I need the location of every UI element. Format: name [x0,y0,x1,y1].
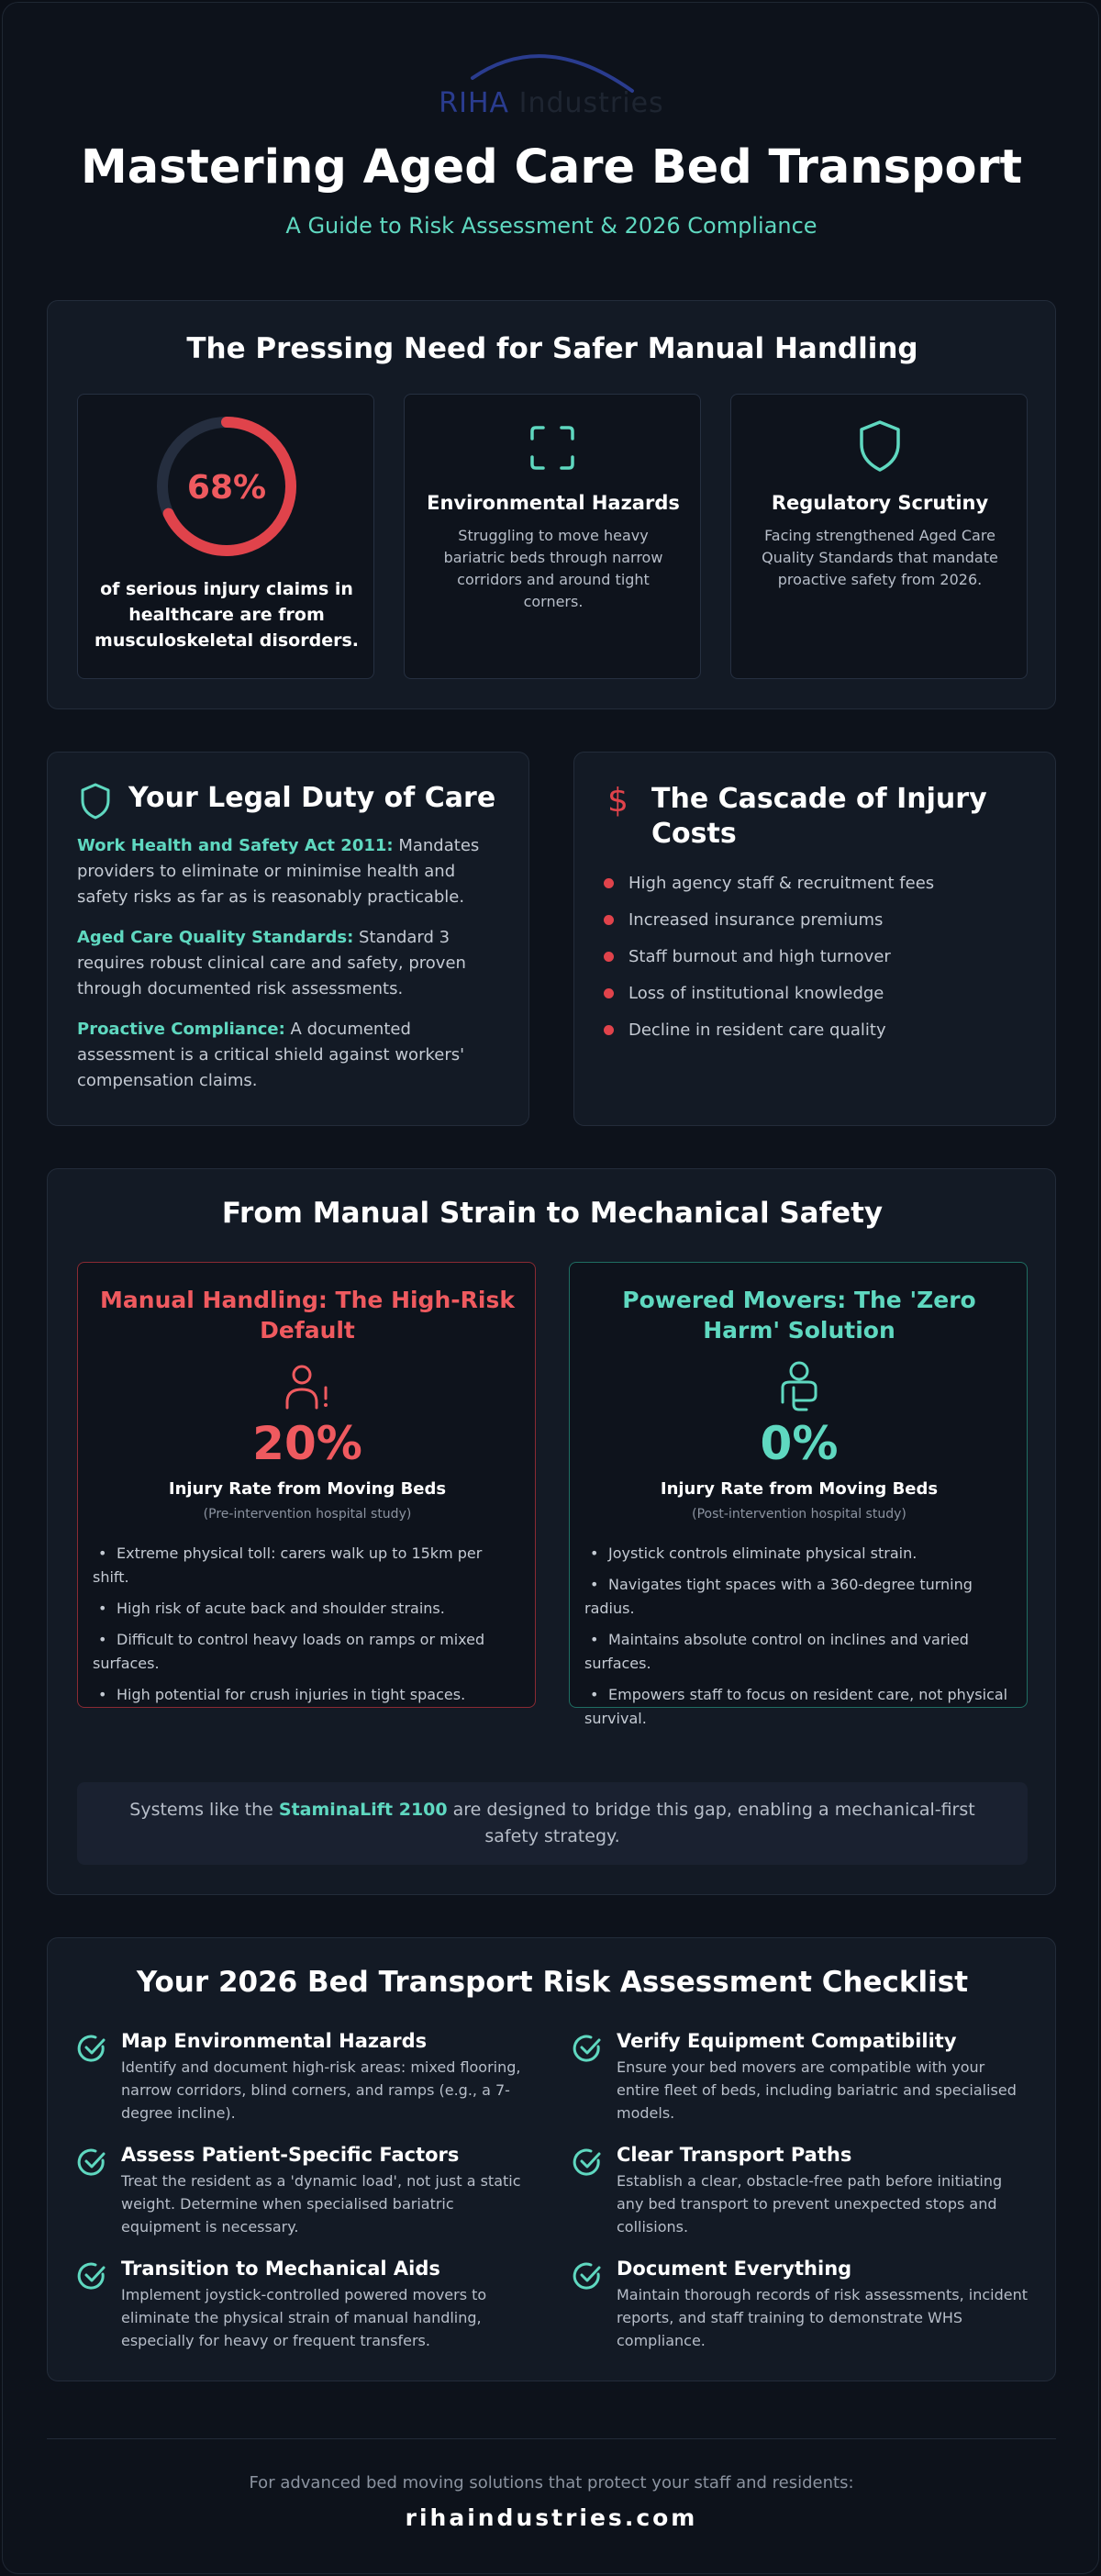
logo-brand: RIHA [439,87,510,119]
checklist-item-title: Map Environmental Hazards [121,2030,428,2052]
need-section [47,300,1056,709]
env-hazards-desc: Struggling to move heavy bariatric beds through narrow corridors and around tight corners. [443,527,663,610]
regulatory-title: Regulatory Scrutiny [771,492,989,514]
list-item: • Navigates tight spaces with a 360-degree turning radius. [584,1576,973,1617]
env-hazards-card [404,394,701,679]
dollar-icon: $ [607,782,628,820]
shield-icon [79,782,112,820]
callout-prefix: Systems like the [129,1800,279,1820]
legal-item-label: Aged Care Quality Standards: [77,928,354,947]
list-item [604,864,1035,901]
bullet-dot [604,878,614,888]
callout-suffix: are designed to bridge this gap, enabling a mechanical-first safety strategy. [447,1800,975,1846]
stat-card [77,394,374,679]
list-item [604,975,1035,1011]
bullet-text: Joystick controls eliminate physical strain. [608,1544,918,1562]
logo [3,87,1100,119]
check-circle-icon [77,2147,106,2177]
bullet-text: Maintains absolute control on inclines and varied surfaces. [584,1631,969,1672]
check-circle-icon [573,2147,602,2177]
check-circle-icon [77,2261,106,2291]
bullet-text: High risk of acute back and shoulder strains. [117,1600,445,1617]
list-item: • Joystick controls eliminate physical strain. [590,1544,918,1562]
manual-card [77,1262,536,1708]
list-item [604,938,1035,975]
focus-frame-icon [527,422,578,474]
manual-rate-note: (Pre-intervention hospital study) [203,1507,412,1522]
person-warning-icon [282,1362,333,1413]
page-frame [2,2,1099,2574]
powered-bullets [584,1542,1014,1731]
footer-website-link[interactable]: rihaindustries.com [405,2504,698,2531]
legal-item [77,925,505,1002]
need-title: The Pressing Need for Safer Manual Handling [186,332,918,365]
product-name: StaminaLift 2100 [278,1800,448,1820]
manual-rate-value: 20% [252,1417,362,1470]
list-item [604,901,1035,938]
checklist-item-desc: Maintain thorough records of risk assessments, incident reports, and staff training to demonstrate WHS compliance. [617,2286,1029,2349]
compare-title: From Manual Strain to Mechanical Safety [221,1197,884,1230]
legal-item-text: A documented assessment is a critical shield against workers' compensation claims. [77,1020,465,1090]
bullet-dot [604,1025,614,1035]
cascade-title: The Cascade of Injury Costs [651,783,987,850]
list-item: • High risk of acute back and shoulder strains. [98,1600,445,1617]
legal-item-label: Work Health and Safety Act 2011: [77,836,394,855]
powered-rate-value: 0% [760,1417,839,1470]
manual-bullets [93,1542,522,1707]
regulatory-desc: Facing strengthened Aged Care Quality Standards that mandate proactive safety from 2026. [762,527,998,588]
checklist-item-desc: Implement joystick-controlled powered movers to eliminate the physical strain of manual handling, especially for heavy or frequent transfers. [121,2286,487,2349]
bullet-text: High potential for crush injuries in tight spaces. [117,1686,466,1703]
legal-item [77,833,505,910]
checklist-item-desc: Identify and document high-risk areas: mixed flooring, narrow corridors, blind corners, and ramps (e.g., a 7-degree incline). [121,2058,521,2122]
stat-value: 68% [186,469,267,507]
logo-suffix: Industries [518,87,664,119]
regulatory-card [730,394,1028,679]
env-hazards-title: Environmental Hazards [427,492,680,514]
cascade-item-text: Decline in resident care quality [628,1020,886,1040]
checklist-item-desc: Ensure your bed movers are compatible with your entire fleet of beds, including bariatric and specialised models. [617,2058,1017,2122]
stat-text: of serious injury claims in healthcare are from musculoskeletal disorders. [95,579,359,651]
checklist-item-title: Verify Equipment Compatibility [617,2030,957,2052]
cascade-item-text: Loss of institutional knowledge [628,983,884,1003]
list-item [604,1011,1035,1048]
bullet-dot [604,915,614,925]
legal-item-label: Proactive Compliance: [77,1020,285,1039]
powered-card [569,1262,1028,1727]
bullet-text: Navigates tight spaces with a 360-degree turning radius. [584,1576,973,1617]
bullet-dot [604,988,614,998]
product-callout [77,1782,1028,1865]
page-title: Mastering Aged Care Bed Transport [80,140,1023,195]
bullet-text: Extreme physical toll: carers walk up to 15km per shift. [93,1544,483,1586]
list-item: • Maintains absolute control on inclines and varied surfaces. [584,1631,969,1672]
bullet-text: Empowers staff to focus on resident care, not physical survival. [584,1686,1008,1727]
check-circle-icon [77,2034,106,2063]
compare-section [47,1168,1056,1895]
checklist-item-title: Document Everything [617,2258,852,2280]
cascade-item-text: Increased insurance premiums [628,909,884,930]
cascade-list [604,864,1035,1048]
legal-item-text: Standard 3 requires robust clinical care and safety, proven through documented risk assessments. [77,928,466,998]
list-item: • Empowers staff to focus on resident care, not physical survival. [584,1686,1008,1727]
bullet-dot [604,952,614,962]
footer-note: For advanced bed moving solutions that protect your staff and residents: [249,2473,854,2492]
checklist-item-desc: Treat the resident as a 'dynamic load', not just a static weight. Determine when specialised bariatric equipment is necessary. [121,2172,521,2236]
checklist-item-title: Assess Patient-Specific Factors [121,2144,460,2166]
legal-card [47,752,529,1126]
shield-icon [856,418,904,474]
legal-item-text: Mandates providers to eliminate or minimise health and safety risks as far as is reasonably practicable. [77,836,480,907]
checklist-title: Your 2026 Bed Transport Risk Assessment Checklist [136,1966,969,1999]
footer-divider [47,2438,1056,2439]
person-mover-icon [773,1360,825,1415]
bullet-text: Difficult to control heavy loads on ramps or mixed surfaces. [93,1631,485,1672]
check-circle-icon [573,2034,602,2063]
list-item: • High potential for crush injuries in tight spaces. [98,1686,466,1703]
powered-rate-label: Injury Rate from Moving Beds [660,1479,939,1499]
manual-rate-label: Injury Rate from Moving Beds [168,1479,447,1499]
check-circle-icon [573,2261,602,2291]
legal-title: Your Legal Duty of Care [128,782,496,814]
checklist-section [47,1937,1056,2381]
checklist-item-desc: Establish a clear, obstacle-free path before initiating any bed transport to prevent unexpected stops and collisions. [617,2172,1003,2236]
page-subtitle: A Guide to Risk Assessment & 2026 Compliance [285,213,817,239]
cascade-item-text: High agency staff & recruitment fees [628,873,935,893]
list-item: • Extreme physical toll: carers walk up to 15km per shift. [93,1544,483,1586]
powered-rate-note: (Post-intervention hospital study) [692,1507,906,1522]
list-item: • Difficult to control heavy loads on ramps or mixed surfaces. [93,1631,485,1672]
legal-item [77,1017,505,1094]
manual-title: Manual Handling: The High-Risk Default [100,1287,515,1344]
checklist-item-title: Clear Transport Paths [617,2144,852,2166]
cascade-card [573,752,1056,1126]
cascade-item-text: Staff burnout and high turnover [628,946,891,966]
checklist-item-title: Transition to Mechanical Aids [121,2258,440,2280]
powered-title: Powered Movers: The 'Zero Harm' Solution [622,1287,976,1344]
